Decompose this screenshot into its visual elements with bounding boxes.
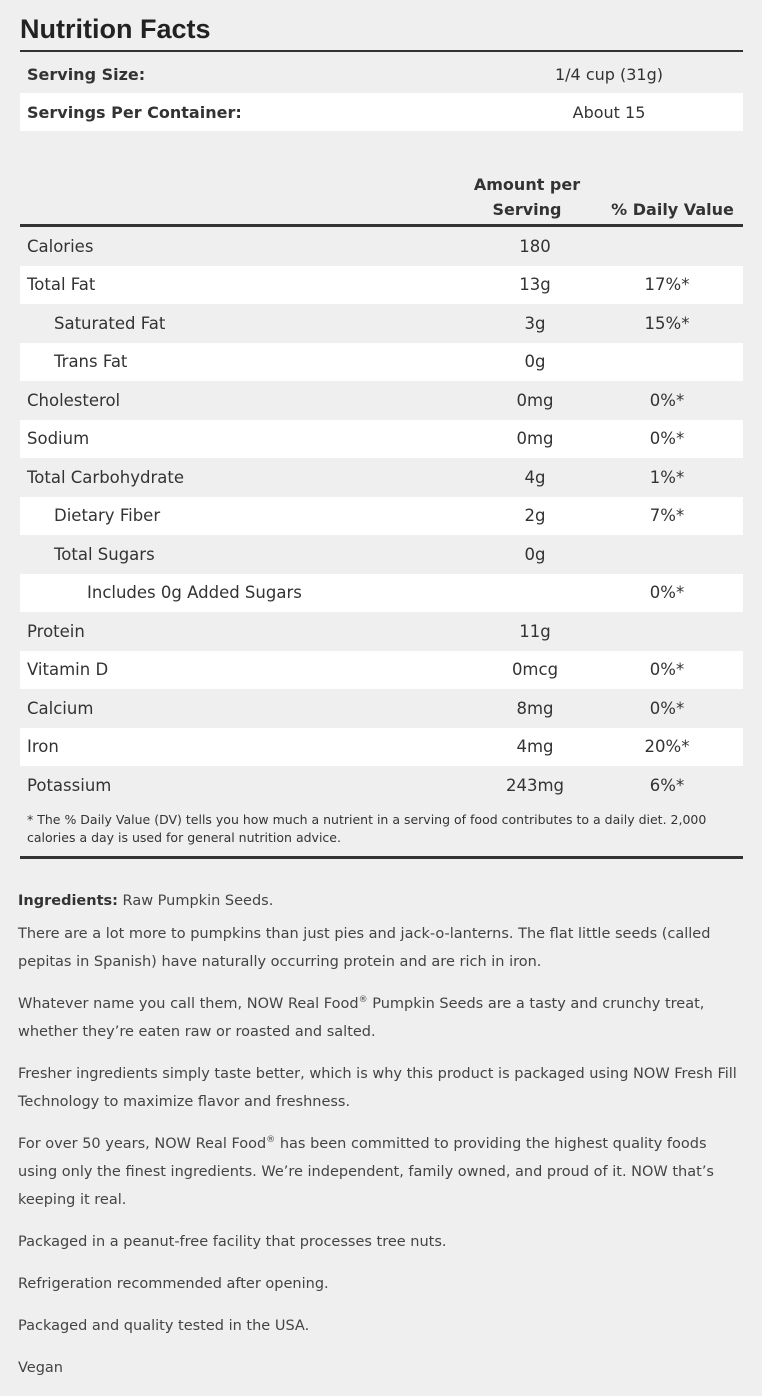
- ingredients-value: Raw Pumpkin Seeds.: [117, 893, 274, 909]
- nutrient-name: Total Carbohydrate: [27, 467, 184, 487]
- nutrient-amount: 4mg: [516, 737, 554, 757]
- servings-per-container-label: Servings Per Container:: [27, 102, 242, 122]
- nutrient-name: Vitamin D: [27, 660, 109, 680]
- description-text: Whatever name you call them, NOW Real Food: [18, 996, 359, 1012]
- ingredients-label: Ingredients:: [18, 893, 118, 909]
- nutrient-row-vitamin-d: [20, 651, 743, 690]
- amount-header-line1: Amount per: [473, 175, 581, 194]
- description-paragraph-5: Packaged in a peanut-free facility that processes tree nuts.: [18, 1234, 447, 1250]
- nutrient-row-calories: [20, 227, 743, 266]
- nutrient-name: Dietary Fiber: [54, 506, 161, 526]
- amount-per-serving-header: [467, 172, 587, 222]
- nutrient-daily-value: 0%*: [649, 390, 685, 410]
- servings-per-container-row: [20, 93, 743, 131]
- servings-per-container-value: About 15: [572, 102, 646, 122]
- nutrient-amount: 3g: [524, 313, 546, 333]
- registered-mark: ®: [266, 1135, 276, 1146]
- description-text: For over 50 years, NOW Real Food: [18, 1136, 267, 1152]
- nutrient-daily-value: 15%*: [644, 313, 690, 333]
- nutrient-row-trans-fat: [20, 343, 743, 382]
- nutrient-name: Sodium: [27, 429, 90, 449]
- nutrient-amount: 0mg: [516, 429, 554, 449]
- description-text: Pumpkin Seeds are a tasty and crunchy treat, whether they’re eaten raw or roasted and salted.: [18, 996, 705, 1040]
- nutrient-row-saturated-fat: [20, 304, 743, 343]
- nutrient-amount: 243mg: [505, 775, 565, 795]
- nutrient-row-total-carbohydrate: [20, 458, 743, 497]
- nutrient-name: Cholesterol: [27, 390, 121, 410]
- column-header: [20, 132, 743, 227]
- daily-value-header: % Daily Value: [611, 200, 734, 219]
- description-paragraph-1: There are a lot more to pumpkins than just pies and jack-o-lanterns. The flat little seeds (called pepitas in Spanish) have naturally occurring protein and are rich in iron.: [18, 926, 711, 970]
- nutrient-name: Total Fat: [27, 275, 96, 295]
- nutrient-daily-value: 0%*: [649, 583, 685, 603]
- amount-header-line2: Serving: [492, 200, 562, 219]
- nutrient-row-iron: [20, 728, 743, 767]
- nutrient-daily-value: 17%*: [644, 275, 690, 295]
- nutrient-name: Calories: [27, 236, 94, 256]
- nutrient-amount: 0g: [524, 544, 546, 564]
- serving-size-value: 1/4 cup (31g): [554, 64, 663, 84]
- nutrient-daily-value: 6%*: [649, 775, 685, 795]
- description-paragraph-2: [18, 990, 738, 1046]
- description-paragraph-3: Fresher ingredients simply taste better, which is why this product is packaged using NOW Fresh Fill Technology to maximize flavor and freshness.: [18, 1066, 737, 1110]
- nutrition-facts-title: Nutrition Facts: [20, 0, 743, 52]
- nutrient-amount: 2g: [524, 506, 546, 526]
- nutrient-row-calcium: [20, 689, 743, 728]
- nutrient-daily-value: 0%*: [649, 660, 685, 680]
- nutrient-amount: 11g: [519, 621, 551, 641]
- nutrient-row-potassium: [20, 766, 743, 805]
- nutrient-daily-value: 0%*: [649, 698, 685, 718]
- nutrition-facts-panel: [20, 0, 743, 859]
- nutrient-row-total-fat: [20, 266, 743, 305]
- nutrient-name: Total Sugars: [54, 544, 155, 564]
- nutrient-row-cholesterol: [20, 381, 743, 420]
- nutrient-daily-value: 20%*: [644, 737, 690, 757]
- nutrient-amount: 4g: [524, 467, 546, 487]
- nutrient-amount: 0g: [524, 352, 546, 372]
- description-paragraph-4: [18, 1130, 738, 1214]
- serving-size-row: [20, 55, 743, 93]
- nutrient-amount: 180: [519, 236, 551, 256]
- registered-mark: ®: [358, 995, 368, 1006]
- nutrient-name: Iron: [27, 737, 59, 757]
- nutrient-name: Protein: [27, 621, 85, 641]
- nutrient-row-protein: [20, 612, 743, 651]
- nutrient-row-added-sugars: [20, 574, 743, 613]
- nutrient-row-total-sugars: [20, 535, 743, 574]
- description-paragraph-8: Vegan: [18, 1360, 63, 1376]
- nutrient-row-dietary-fiber: [20, 497, 743, 536]
- nutrient-amount: 0mcg: [511, 660, 559, 680]
- nutrient-name: Potassium: [27, 775, 112, 795]
- nutrient-daily-value: 7%*: [649, 506, 685, 526]
- nutrient-daily-value: 1%*: [649, 467, 685, 487]
- nutrient-name: Trans Fat: [54, 352, 128, 372]
- daily-value-footnote: * The % Daily Value (DV) tells you how much a nutrient in a serving of food contributes to a daily diet. 2,000 calories a day is used for general nutrition advice.: [20, 805, 743, 859]
- nutrient-name: Calcium: [27, 698, 94, 718]
- nutrient-name: Includes 0g Added Sugars: [87, 583, 302, 603]
- nutrient-amount: 13g: [519, 275, 551, 295]
- serving-size-label: Serving Size:: [27, 64, 146, 84]
- description-paragraph-7: Packaged and quality tested in the USA.: [18, 1318, 310, 1334]
- nutrient-amount: 0mg: [516, 390, 554, 410]
- nutrient-name: Saturated Fat: [54, 313, 166, 333]
- description-paragraph-6: Refrigeration recommended after opening.: [18, 1276, 329, 1292]
- product-description: [18, 888, 738, 1396]
- description-text: has been committed to providing the highest quality foods using only the finest ingredients. We’re independent, family owned, and proud of it. NOW that’s keeping it real.: [18, 1136, 714, 1208]
- nutrient-amount: 8mg: [516, 698, 554, 718]
- ingredients-paragraph: [18, 888, 738, 914]
- nutrient-row-sodium: [20, 420, 743, 459]
- nutrient-daily-value: 0%*: [649, 429, 685, 449]
